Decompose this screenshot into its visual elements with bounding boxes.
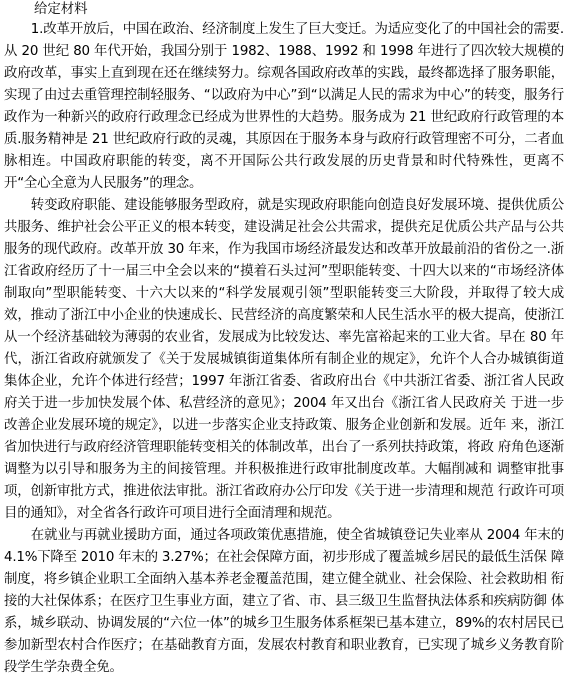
paragraph-1: 1.改革开放后，中国在政治、经济制度上发生了巨大变迁。为适应变化了的中国社会的需要.从 20 世纪 80 年代开始，我国分别于 1982、1988、1992 和 1998 年进行了四次较大规模的政府改革，事实上直到现在还在继续努力。综观各国政府改革的实践，最终都选择了服务职能，实现了由过去重管理控制轻服务、“以政府为中心”到“以满足人民的需求为中心”的转变，服务行政作为一种新兴的政府行政理念已经成为世界性的大趋势。服务成为 21 世纪政府行政管理的本质.服务精神是 21 世纪政府行政的灵魂，其原因在于服务本身与政府行政管理密不可分，二者血脉相连。中国政府职能的转变，离不开国际公共行政发展的历史背景和时代特殊性，更离不开“全心全意为人民服务”的理念。 [4,22,564,191]
paragraph-2: 转变政府职能、建设能够服务型政府，就是实现政府职能向创造良好发展环境、提供优质公共服务、维护社会公平正义的根本转变，建设满足社会公共需求，提供充足优质公共产品与公共服务的现代政府。改革开放 30 年来，作为我国市场经济最发达和改革开放最前沿的省份之一.浙江省政府经历了十一届三中全会以来的“摸着石头过河”型职能转变、十四大以来的“市场经济体制取向”型职能转变、十六大以来的“科学发展观引领”型职能转变三大阶段，并取得了较大成效，推动了浙江中小企业的快速成长、民营经济的高度繁荣和人民生活水平的极大提高，使浙江从一个经济基础较为薄弱的农业省，发展成为比较发达、率先富裕起来的工业大省。早在 80 年代，浙江省政府就颁发了《关于发展城镇街道集体所有制企业的规定》，允许个人合办城镇街道集体企业，允许个体进行经营；1997 年浙江省委、省政府出台《中共浙江省委、浙江省人民政府关于进一步加快发展个体、私营经济的意见》；2004 年又出台《浙江省人民政府关 于进一步改善企业发展环境的规定》，以进一步落实企业支持政策、服务企业创新和发展。近年 来，浙江省加快进行与政府经济管理职能转变相关的体制改革，出台了一系列扶持政策，将政 府角色逐渐调整为以引导和服务为主的间接管理。并积极推进行政审批制度改革。大幅削减和 调整审批事项，创新审批方式，推进依法审批。浙江省政府办公厅印发《关于进一步清理和规范 行政许可项目的通知》，对全省各行政许可项目进行全面清理和规范。 [4,198,564,521]
paragraph-3: 在就业与再就业援助方面，通过各项政策优惠措施，使全省城镇登记失业率从 2004 年末的 4.1%下降至 2010 年末的 3.27%；在社会保障方面，初步形成了覆盖城乡居民的最低生活保 障制度，将乡镇企业职工全面纳入基本养老金覆盖范围，建立健全就业、社会保险、社会救助相 衔接的大社保体系；在医疗卫生事业方面，建立了省、市、县三级卫生监督执法体系和疾病防御 体系，城乡联动、协调发展的“六位一体”的城乡卫生服务体系框架已基本建立，89%的农村居民已 参加新型农村合作医疗；在基础教育方面，发展农村教育和职业教育，已实现了城乡义务教育阶段学生学杂费全免。 [4,528,564,675]
document-heading: 给定材料 [34,2,88,17]
